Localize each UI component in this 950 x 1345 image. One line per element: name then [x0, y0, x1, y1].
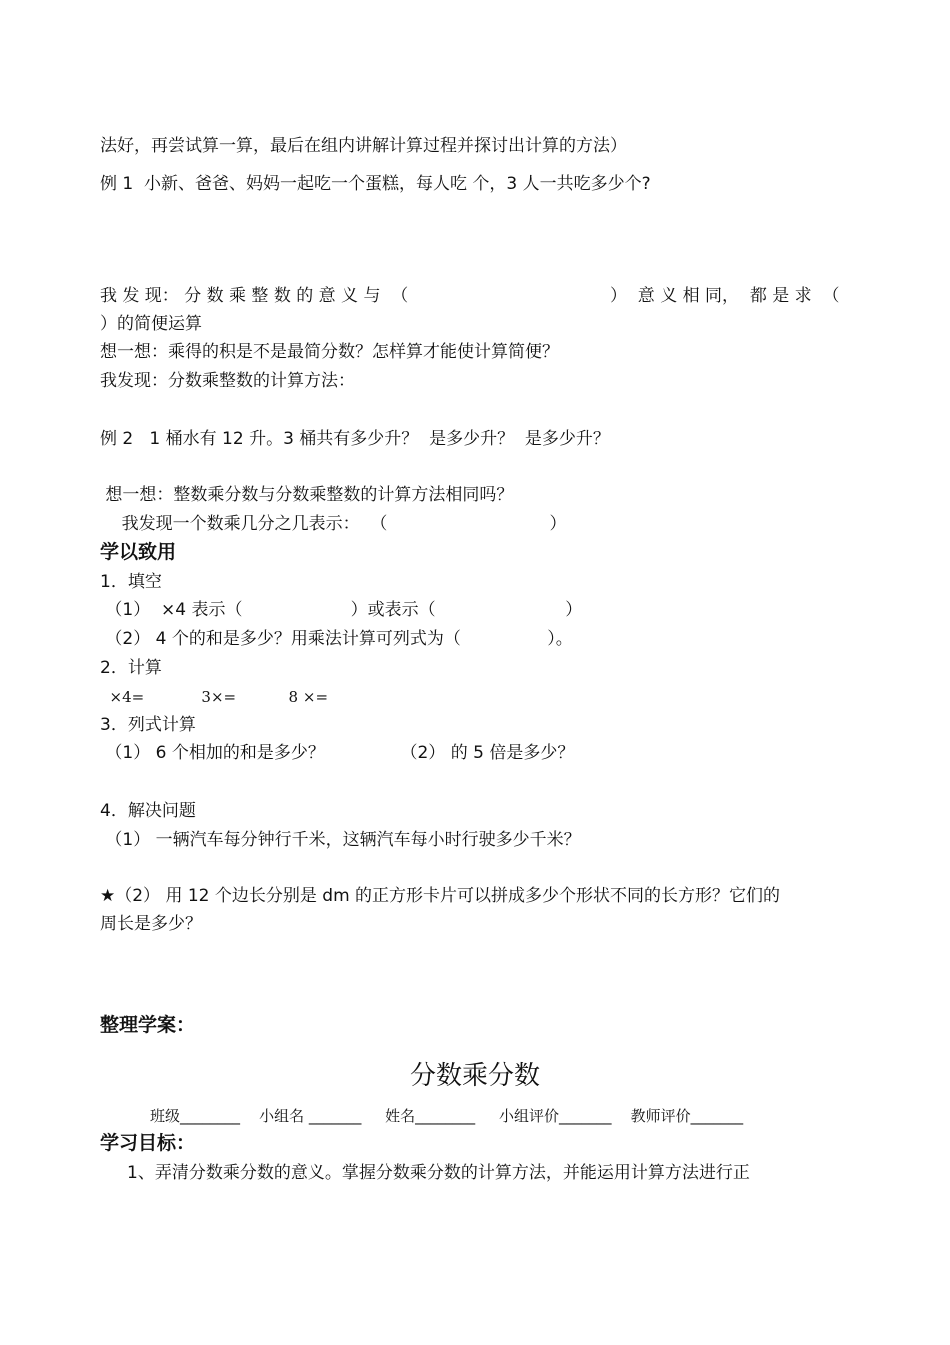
- question-heading: 4．解决问题: [100, 801, 196, 821]
- discovery-line: 我 发 现： 分 数 乘 整 数 的 意 义 与 （: [100, 286, 409, 306]
- page-title: 分数乘分数: [409, 1061, 540, 1091]
- question-item: （1） 6 个相加的和是多少？ （2） 的 5 倍是多少？: [100, 743, 575, 763]
- section-heading: 学习目标：: [100, 1132, 196, 1154]
- question-item: ★（2） 用 12 个边长分别是 dm 的正方形卡片可以拼成多少个形状不同的长方形？它们的: [100, 886, 781, 906]
- question-heading: 3．列式计算: [100, 715, 196, 735]
- text-line: ）的简便运算: [100, 314, 202, 334]
- example-2: 例 2 1 桶水有 12 升。3 桶共有多少升？ 是多少升？ 是多少升？: [100, 429, 610, 449]
- question-item: （2） 4 个的和是多少？用乘法计算可列式为（ ）。: [100, 629, 573, 649]
- text-line: 法好，再尝试算一算，最后在组内讲解计算过程并探讨出计算的方法）: [100, 136, 627, 156]
- question-heading: 1．填空: [100, 572, 162, 592]
- text-line: 想一想：乘得的积是不是最简分数？怎样算才能使计算简便？: [100, 342, 559, 362]
- text-line: 我发现一个数乘几分之几表示： （ ）: [100, 514, 567, 534]
- objective-line: 1、弄清分数乘分数的意义。掌握分数乘分数的计算方法，并能运用计算方法进行正: [100, 1163, 750, 1183]
- question-item: 周长是多少？: [100, 914, 202, 934]
- discovery-line-right: ） 意 义 相 同， 都 是 求 （: [610, 286, 840, 306]
- question-item: （1） 一辆汽车每分钟行千米，这辆汽车每小时行驶多少千米？: [100, 830, 581, 850]
- info-fields: 班级________ 小组名 _______ 姓名________ 小组评价_______ 教师评价_______: [150, 1107, 744, 1125]
- section-heading: 整理学案：: [100, 1014, 196, 1036]
- question-item: （1） ×4 表示（ ）或表示（ ）: [100, 600, 583, 620]
- example-1: 例 1 小新、爸爸、妈妈一起吃一个蛋糕，每人吃 个，3 人一共吃多少个?: [100, 174, 651, 194]
- question-heading: 2．计算: [100, 658, 162, 678]
- text-line: 想一想：整数乘分数与分数乘整数的计算方法相同吗？: [100, 485, 514, 505]
- question-item: ×4= 3×= 8 ×=: [100, 688, 329, 706]
- text-line: 我发现：分数乘整数的计算方法：: [100, 371, 355, 391]
- section-heading: 学以致用: [100, 541, 177, 563]
